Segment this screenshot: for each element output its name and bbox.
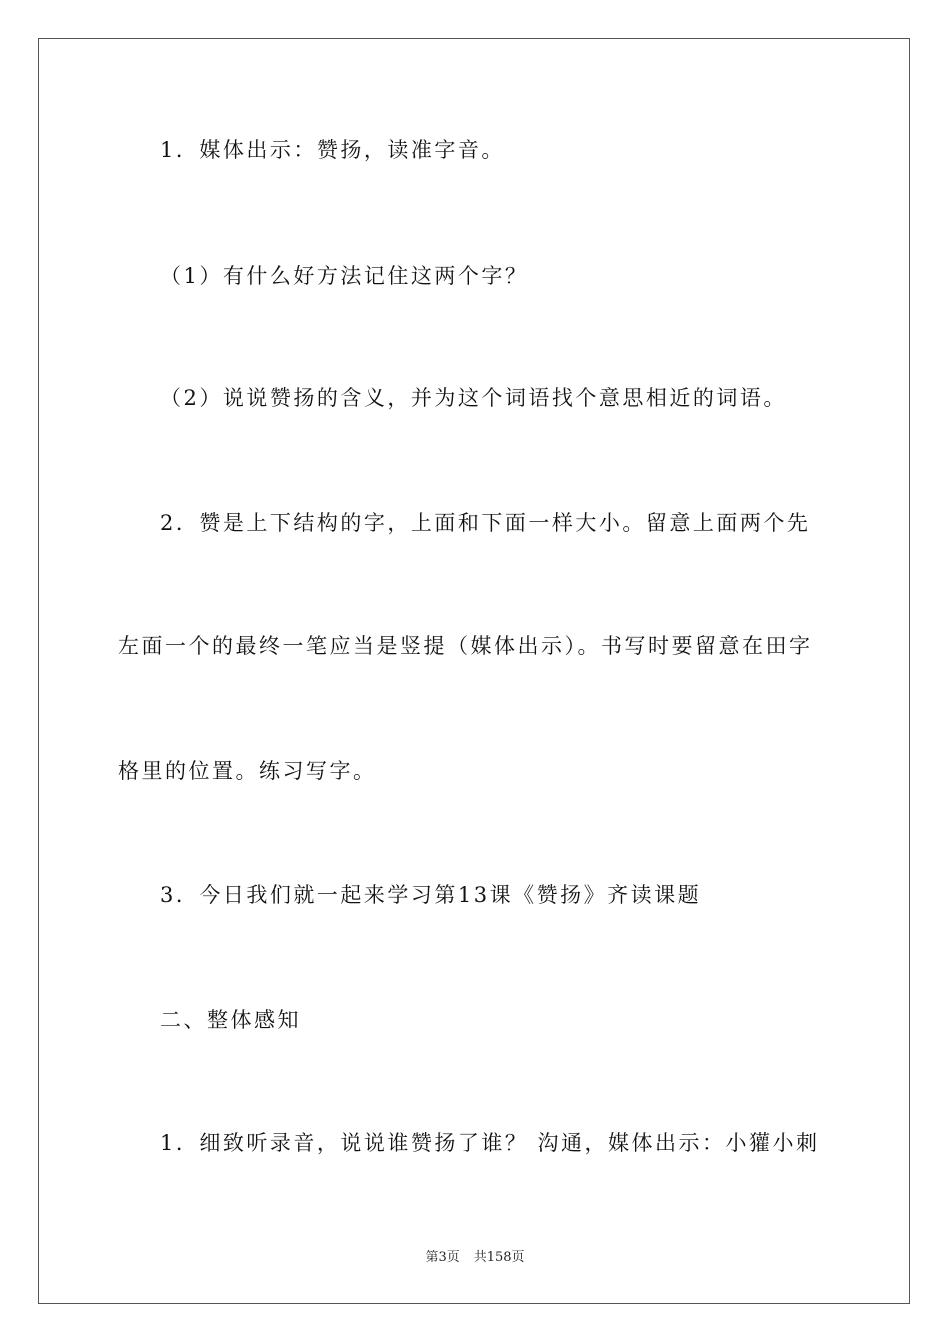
paragraph-line: 3．今日我们就一起来学习第13课《赞扬》齐读课题 <box>160 883 702 907</box>
paragraph-line: 1．细致听录音，说说谁赞扬了谁？ 沟通，媒体出示：小獾小刺 <box>160 1131 820 1155</box>
page-border <box>38 38 910 1304</box>
paragraph-line: 1．媒体出示：赞扬，读准字音。 <box>160 138 505 162</box>
section-heading: 二、整体感知 <box>160 1008 301 1032</box>
page-footer <box>0 1246 950 1265</box>
paragraph-line: 左面一个的最终一笔应当是竖提（媒体出示）。书写时要留意在田字 <box>118 634 813 658</box>
page-total: 共158页 <box>473 1250 525 1265</box>
paragraph-line: 格里的位置。练习写字。 <box>118 759 377 783</box>
page-number: 第3页 <box>425 1250 460 1265</box>
paragraph-line: （2）说说赞扬的含义，并为这个词语找个意思相近的词语。 <box>160 386 787 410</box>
paragraph-line: 2．赞是上下结构的字，上面和下面一样大小。留意上面两个先 <box>160 511 811 535</box>
paragraph-line: （1）有什么好方法记住这两个字？ <box>160 264 529 288</box>
